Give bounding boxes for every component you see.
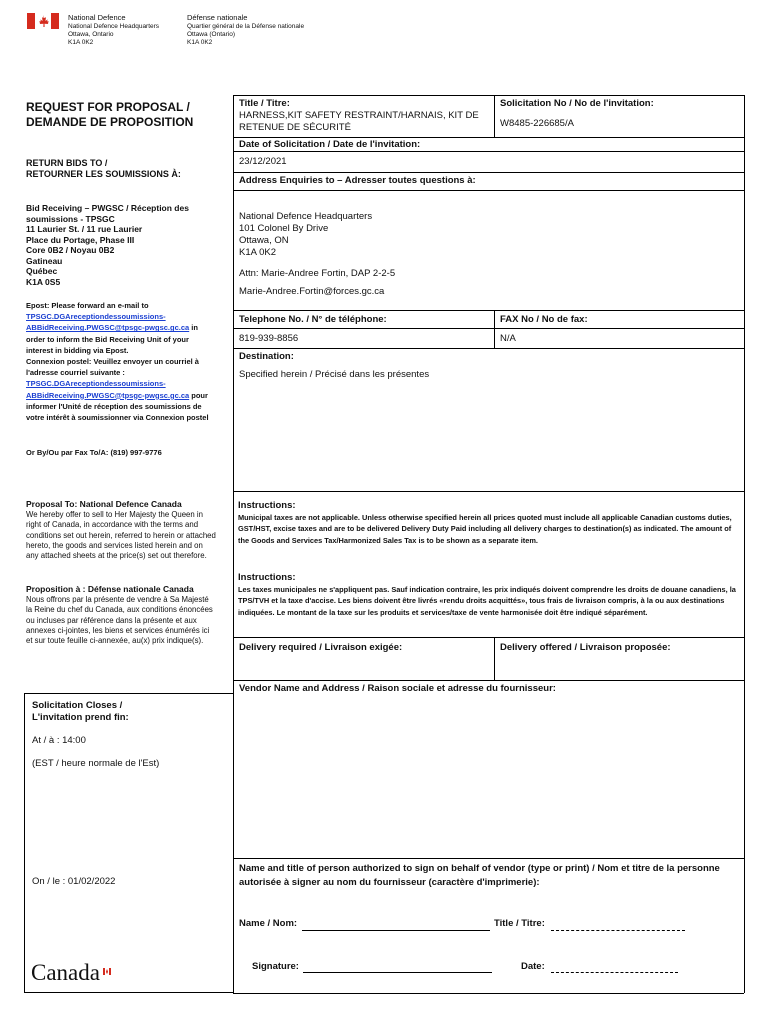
title-field-line[interactable] (551, 930, 685, 931)
en-dept: National Defence (68, 13, 126, 22)
proposition-block (26, 583, 216, 646)
closes-date: On / le : 01/02/2022 (32, 876, 116, 887)
wordmark-flag-icon (103, 962, 111, 969)
tel-label: Telephone No. / N° de téléphone: (239, 314, 387, 325)
enquiries-line: National Defence Headquarters (239, 211, 373, 222)
title-divider (494, 95, 495, 137)
solicitation-no-value: W8485-226685/A (500, 118, 574, 129)
instructions-en-label: Instructions: (238, 500, 296, 511)
attn-line: Attn: Marie-Andree Fortin, DAP 2-2-5 (239, 268, 396, 279)
signature-label: Signature: (252, 961, 299, 972)
enquiries-line: K1A 0K2 (239, 247, 276, 258)
enquiries-row-mid (233, 190, 744, 191)
solicitation-no-cell (500, 98, 740, 130)
date-label: Date of Solicitation / Date de l'invitation: (239, 139, 421, 150)
epost-block (26, 300, 216, 423)
epost-intro: Epost: Please forward an e-mail to (26, 301, 149, 310)
vendor-row-top (233, 680, 744, 681)
address-line: Gatineau (26, 255, 63, 266)
fr-postal: K1A 0K2 (187, 39, 213, 46)
fax-label: FAX No / No de fax: (500, 314, 588, 325)
address-line: Québec (26, 266, 58, 276)
fr-hq: Quartier général de la Défense nationale (187, 23, 305, 30)
date-row-mid (233, 151, 744, 152)
enquiries-line: 101 Colonel By Drive (239, 223, 329, 234)
epost-text: order to inform the Bid Receiving Unit of your interest in bidding via Epost. (26, 334, 189, 355)
address-line: K1A 0S5 (26, 276, 61, 287)
title-value: HARNESS,KIT SAFETY RESTRAINT/HARNAIS, KIT DE RETENUE DE SÉCURITÉ (239, 110, 479, 133)
fax-line: Or By/Ou par Fax To/A: (819) 997-9776 (26, 448, 162, 457)
header-english (68, 13, 178, 47)
closes-label-line2: L'invitation prend fin: (32, 712, 129, 723)
tel-row-mid (233, 328, 744, 329)
epost-email-link[interactable] (26, 311, 216, 322)
address-line: soumissions - TPSGC (26, 213, 115, 224)
canada-flag-icon (27, 13, 59, 29)
instructions-en-text: Municipal taxes are not applicable. Unless otherwise specified herein all prices quoted must include all applicable Canadian customs duties, GST/HST, excise taxes and are to be delivered Delivery Duty Paid including all delivery charges to destination(s) as indicated. The amount of the Goods and Services Tax/Harmonized Sales Tax is to be shown as a separate item. (238, 513, 732, 545)
delivery-offered-label: Delivery offered / Livraison proposée: (500, 642, 671, 653)
dest-value: Specified herein / Précisé dans les présentes (239, 369, 430, 380)
enquiries-line: Ottawa, ON (239, 235, 289, 246)
address-line: Place du Portage, Phase III (26, 234, 135, 245)
solicitation-closes-box (24, 693, 233, 993)
instructions-fr-label: Instructions: (238, 572, 296, 583)
signature-field-line[interactable] (303, 972, 492, 973)
fax-value: N/A (500, 333, 516, 344)
date-value: 23/12/2021 (239, 156, 287, 167)
connexion-text2: informer l'Unité de réception des soumissions de votre intérêt à soumissionner via Connexion postel (26, 401, 209, 423)
closes-label-line1: Solicitation Closes / (32, 700, 123, 711)
instructions-fr-text: Les taxes municipales ne s'appliquent pas. Sauf indication contraire, les prix indiqués doivent comprendre les droits de douane canadiens, la TPS/TVH et la taxe d'accise. Les biens doivent être livrés «rendu droits acquittés», tous frais de livraison compris, à la ou aux destinations indiquées. Le montant de la taxe sur les produits et services/taxe de vente harmonisée doit être indiqué séparément. (238, 585, 736, 617)
connexion-email-link-2[interactable]: ABBidReceiving.PWGSC@tpsgc-pwgsc.gc.ca (26, 390, 190, 400)
closes-label (32, 700, 129, 724)
connexion-email-link[interactable] (26, 378, 216, 389)
proposition-text: Nous offrons par la présente de vendre à Sa Majesté la Reine du chef du Canada, aux conditions énoncées ou incluses par référence dans la présente et aux annexes ci-jointes, les biens et services énumérés ici et sur toute feuille ci-annexée, au(x) prix indique(s). (26, 595, 213, 646)
title-line2: DEMANDE DE PROPOSITION (26, 115, 194, 129)
instructions-fr (238, 572, 740, 618)
return-line2: RETOURNER LES SOUMISSIONS À: (26, 169, 181, 179)
name-field-line[interactable] (302, 930, 490, 931)
epost-email-link-2[interactable]: ABBidReceiving.PWGSC@tpsgc-pwgsc.gc.ca (26, 323, 190, 333)
title-cell (239, 98, 489, 134)
frame-top (233, 95, 744, 96)
return-address (26, 203, 189, 287)
epost-after-link: in (189, 323, 198, 333)
title-field-label: Title / Titre: (494, 918, 545, 929)
closes-time: At / à : 14:00 (32, 735, 86, 746)
frame-right (744, 95, 745, 993)
en-postal: K1A 0K2 (68, 39, 94, 46)
instructions-top (233, 491, 744, 492)
proposition-label: Proposition à : Défense nationale Canada (26, 584, 194, 594)
address-line: Bid Receiving – PWGSC / Réception des (26, 203, 189, 213)
en-hq: National Defence Headquarters (68, 23, 160, 30)
address-line: Core 0B2 / Noyau 0B2 (26, 245, 115, 255)
canada-wordmark (31, 960, 100, 986)
connexion-link-line1: TPSGC.DGAreceptiondessoumissions- (26, 379, 166, 389)
proposal-to-label: Proposal To: National Defence Canada (26, 499, 182, 509)
connexion-text: Connexion postel: Veuillez envoyer un courriel à l'adresse courriel suivante : (26, 357, 199, 378)
contact-email: Marie-Andree.Fortin@forces.gc.ca (239, 286, 385, 297)
delivery-row-top (233, 637, 744, 638)
return-bids-heading (26, 158, 181, 180)
delivery-divider (494, 637, 495, 680)
date-row-top (233, 137, 744, 138)
title-line1: REQUEST FOR PROPOSAL / (26, 100, 190, 114)
frame-bottom (233, 993, 744, 994)
sign-label: Name and title of person authorized to sign on behalf of vendor (type or print) / Nom et titre de la personne autorisée à signer au nom du fournisseur (caractère d'imprimerie): (239, 863, 720, 888)
wordmark-text: Canada (31, 960, 100, 985)
proposal-to-block (26, 498, 216, 561)
closes-timezone: (EST / heure normale de l'Est) (32, 758, 160, 769)
enquiries-label: Address Enquiries to – Adresser toutes questions à: (239, 175, 476, 186)
en-city: Ottawa, Ontario (68, 31, 114, 38)
address-line: 11 Laurier St. / 11 rue Laurier (26, 224, 143, 234)
title-label: Title / Titre: (239, 98, 290, 109)
date-field-label: Date: (521, 961, 545, 972)
sign-row-top (233, 858, 744, 859)
date-field-line[interactable] (551, 972, 678, 973)
enquiries-row-top (233, 172, 744, 173)
dest-label: Destination: (239, 351, 294, 362)
fr-dept: Défense nationale (187, 13, 248, 22)
dest-row-top (233, 348, 744, 349)
page-title (26, 100, 193, 130)
header-french (187, 13, 327, 47)
solicitation-no-label: Solicitation No / No de l'invitation: (500, 98, 654, 109)
enquiries-address (239, 211, 372, 259)
proposal-to-text: We hereby offer to sell to Her Majesty the Queen in right of Canada, in accordance with the terms and conditions set out herein, referred to herein or attached hereto, the goods and services listed herein and on any attached sheets at the price(s) set out therefore. (26, 510, 216, 561)
tel-row-top (233, 310, 744, 311)
tel-divider (494, 310, 495, 348)
connexion-after-link: pour (189, 390, 208, 400)
instructions-en (238, 500, 740, 546)
name-label: Name / Nom: (239, 918, 298, 929)
fr-city: Ottawa (Ontario) (187, 31, 236, 38)
vendor-label: Vendor Name and Address / Raison sociale et adresse du fournisseur: (239, 683, 556, 694)
delivery-required-label: Delivery required / Livraison exigée: (239, 642, 403, 653)
tel-value: 819-939-8856 (239, 333, 299, 344)
return-line1: RETURN BIDS TO / (26, 158, 108, 168)
epost-link-line1: TPSGC.DGAreceptiondessoumissions- (26, 312, 166, 322)
